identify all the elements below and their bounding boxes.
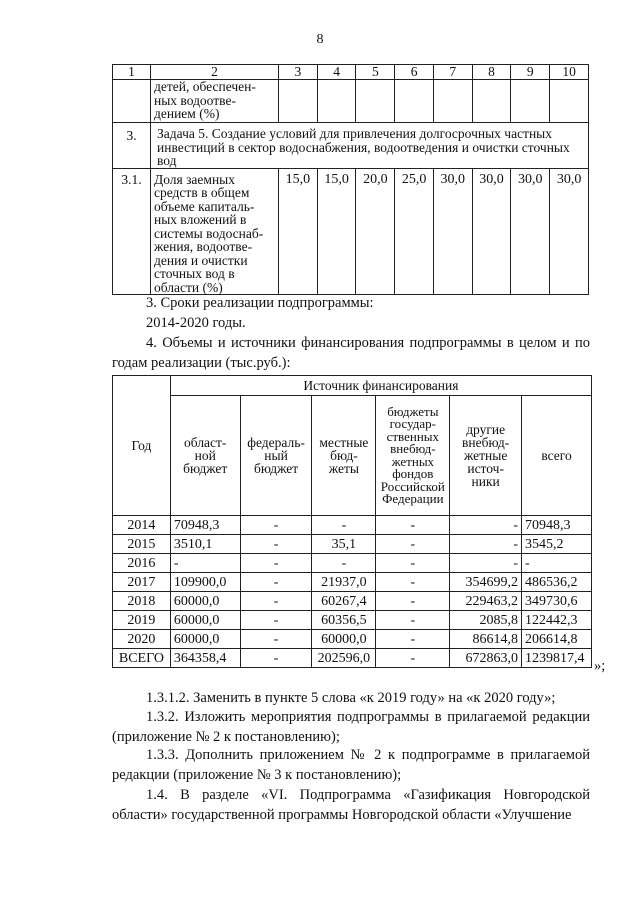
amount-cell: 60000,0	[170, 630, 240, 649]
value-cell: 30,0	[472, 168, 511, 295]
amount-cell: -	[240, 573, 312, 592]
task-text: Задача 5. Создание условий для привлечения долгосрочных частных инвестиций в сектор водоснабжения, водоотведения и очистки сточных вод	[151, 123, 589, 169]
amount-cell: 206614,8	[522, 630, 592, 649]
amount-cell: 3510,1	[170, 535, 240, 554]
header-cell: 10	[550, 65, 589, 80]
header-cell: 8	[472, 65, 511, 80]
amount-cell: -	[312, 554, 376, 573]
closing-quote: »;	[594, 658, 606, 674]
header-cell: 4	[317, 65, 356, 80]
amount-cell: -	[522, 554, 592, 573]
amount-cell: -	[170, 554, 240, 573]
amount-cell: -	[240, 554, 312, 573]
value-cell: 30,0	[550, 168, 589, 295]
amount-cell: 21937,0	[312, 573, 376, 592]
year-cell: ВСЕГО	[113, 649, 171, 668]
column-header: другие внебюд- жетные источ- ники	[450, 396, 522, 516]
amount-cell: 2085,8	[450, 611, 522, 630]
paragraph-1-3-3: 1.3.3. Дополнить приложением № 2 к подпрограмме в прилагаемой редакции (приложение № 3 к постановлению);	[112, 747, 590, 783]
year-header: Год	[113, 376, 171, 516]
amount-cell: 60000,0	[312, 630, 376, 649]
amount-cell: 364358,4	[170, 649, 240, 668]
amount-cell: 229463,2	[450, 592, 522, 611]
amount-cell: -	[312, 516, 376, 535]
year-cell: 2017	[113, 573, 171, 592]
amount-cell: 202596,0	[312, 649, 376, 668]
amount-cell: -	[240, 611, 312, 630]
amount-cell: 122442,3	[522, 611, 592, 630]
column-header: местные бюд- жеты	[312, 396, 376, 516]
value-cell: 20,0	[356, 168, 395, 295]
year-cell: 2018	[113, 592, 171, 611]
amount-cell: 70948,3	[522, 516, 592, 535]
year-cell: 2020	[113, 630, 171, 649]
amount-cell: 672863,0	[450, 649, 522, 668]
amount-cell: -	[450, 554, 522, 573]
year-cell: 2019	[113, 611, 171, 630]
table-header-row	[113, 396, 592, 516]
amount-cell: 60000,0	[170, 611, 240, 630]
table-row	[113, 123, 589, 169]
value-cell: 25,0	[395, 168, 434, 295]
table-row	[113, 554, 592, 573]
table-row	[113, 611, 592, 630]
table-row	[113, 168, 589, 295]
terms-value: 2014-2020 годы.	[146, 315, 246, 331]
value-cell: 15,0	[279, 168, 318, 295]
column-header: бюджеты государ- ственных внебюд- жетных фондов Российской Федерации	[376, 396, 450, 516]
indicators-table	[112, 64, 589, 295]
table-row	[113, 80, 589, 123]
paragraph-1-3-2: 1.3.2. Изложить мероприятия подпрограммы в прилагаемой редакции (приложение № 2 к постановлению);	[112, 709, 590, 745]
amount-cell: -	[450, 535, 522, 554]
page-number: 8	[316, 32, 324, 47]
amount-cell: 3545,2	[522, 535, 592, 554]
indicator-text: Доля заемных средств в общем объеме капиталь- ных вложений в системы водоснаб- жения, водоотве- дения и очистки сточных вод в области (%)	[151, 168, 279, 295]
amount-cell: 70948,3	[170, 516, 240, 535]
indicator-number: 3.1.	[113, 168, 151, 295]
amount-cell: -	[240, 535, 312, 554]
paragraph-1-4: 1.4. В разделе «VI. Подпрограмма «Газификация Новгородской области» государственной программы Новгородской области «Улучшение	[112, 787, 590, 823]
amount-cell: -	[240, 516, 312, 535]
table-row	[113, 630, 592, 649]
table-row	[113, 573, 592, 592]
funding-table	[112, 375, 592, 668]
terms-title: 3. Сроки реализации подпрограммы:	[146, 295, 374, 311]
amount-cell: -	[376, 611, 450, 630]
amount-cell: -	[376, 592, 450, 611]
amount-cell: -	[376, 554, 450, 573]
table-row	[113, 535, 592, 554]
year-cell: 2016	[113, 554, 171, 573]
column-header: всего	[522, 396, 592, 516]
amount-cell: 349730,6	[522, 592, 592, 611]
amount-cell: 354699,2	[450, 573, 522, 592]
amount-cell: -	[450, 516, 522, 535]
year-cell: 2015	[113, 535, 171, 554]
value-cell: 30,0	[433, 168, 472, 295]
header-cell: 9	[511, 65, 550, 80]
header-cell: 3	[279, 65, 318, 80]
amount-cell: -	[376, 649, 450, 668]
amount-cell: 60267,4	[312, 592, 376, 611]
amount-cell: -	[376, 630, 450, 649]
column-header: област- ной бюджет	[170, 396, 240, 516]
amount-cell: -	[240, 630, 312, 649]
year-cell: 2014	[113, 516, 171, 535]
table-header-row	[113, 65, 589, 80]
amount-cell: 35,1	[312, 535, 376, 554]
header-cell: 6	[395, 65, 434, 80]
amount-cell: 1239817,4	[522, 649, 592, 668]
task-number: 3.	[113, 123, 151, 169]
amount-cell: 60356,5	[312, 611, 376, 630]
indicator-text-continued: детей, обеспечен- ных водоотве- дением (%)	[151, 80, 279, 123]
value-cell: 30,0	[511, 168, 550, 295]
amount-cell: -	[376, 516, 450, 535]
table-row	[113, 649, 592, 668]
table-row	[113, 516, 592, 535]
table-row	[113, 592, 592, 611]
amount-cell: -	[376, 573, 450, 592]
header-cell: 5	[356, 65, 395, 80]
table-header-row	[113, 376, 592, 396]
amount-cell: -	[376, 535, 450, 554]
funding-paragraph: 4. Объемы и источники финансирования подпрограммы в целом и по годам реализации (тыс.руб.):	[112, 335, 590, 371]
value-cell: 15,0	[317, 168, 356, 295]
amount-cell: 86614,8	[450, 630, 522, 649]
source-group-header: Источник финансирования	[170, 376, 591, 396]
amount-cell: 60000,0	[170, 592, 240, 611]
column-header: федераль- ный бюджет	[240, 396, 312, 516]
header-cell: 7	[433, 65, 472, 80]
amount-cell: -	[240, 649, 312, 668]
amount-cell: 109900,0	[170, 573, 240, 592]
paragraph-1-3-1-2: 1.3.1.2. Заменить в пункте 5 слова «к 2019 году» на «к 2020 году»;	[146, 690, 556, 706]
header-cell: 1	[113, 65, 151, 80]
amount-cell: 486536,2	[522, 573, 592, 592]
header-cell: 2	[151, 65, 279, 80]
amount-cell: -	[240, 592, 312, 611]
